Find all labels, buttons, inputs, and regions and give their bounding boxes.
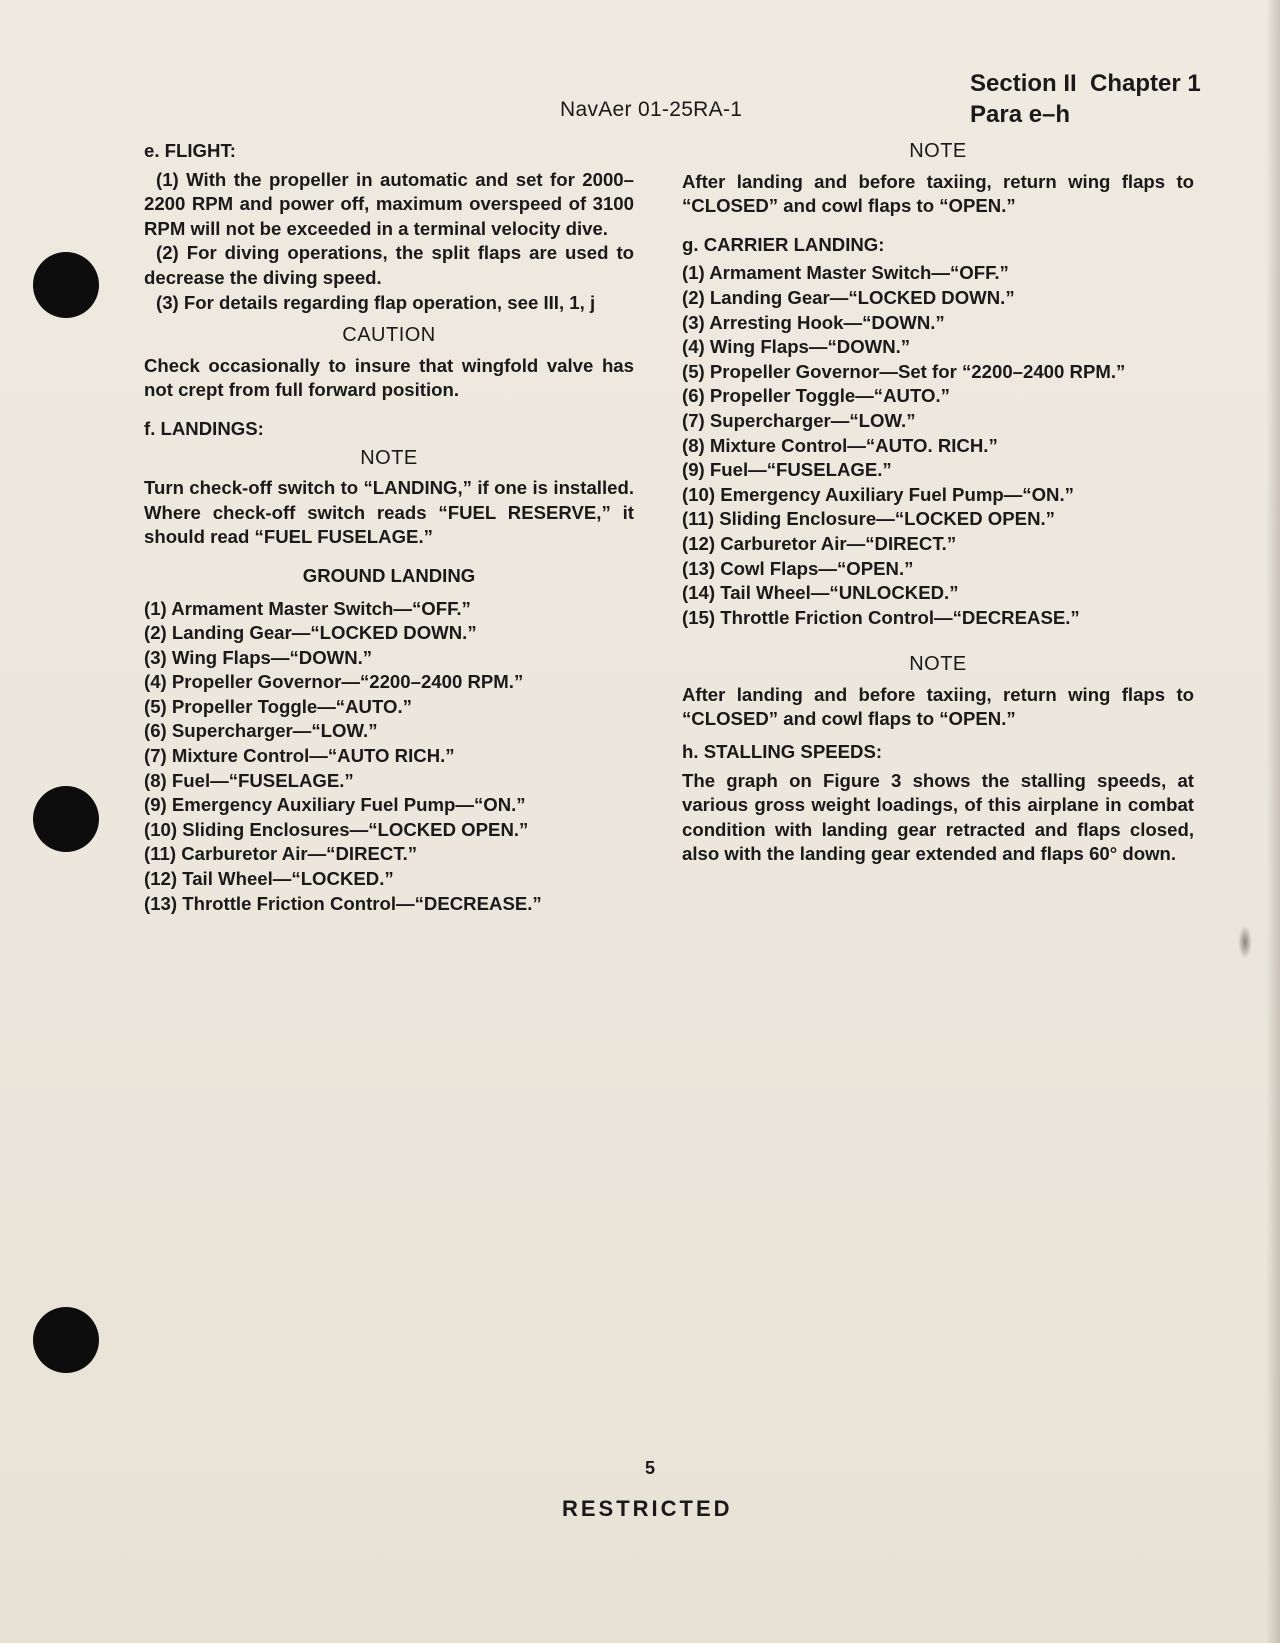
flight-item: (2) For diving operations, the split flaps are used to decrease the diving speed. bbox=[144, 242, 634, 288]
chapter-label: Chapter 1 bbox=[1090, 70, 1201, 97]
list-item: (3) Wing Flaps—“DOWN.” bbox=[144, 646, 373, 668]
list-item: (15) Throttle Friction Control—“DECREASE.” bbox=[682, 606, 1080, 628]
list-item: (14) Tail Wheel—“UNLOCKED.” bbox=[682, 582, 959, 604]
left-column bbox=[144, 139, 634, 916]
section-label: Section II bbox=[970, 70, 1077, 97]
list-item: (11) Carburetor Air—“DIRECT.” bbox=[144, 843, 418, 865]
list-item: (2) Landing Gear—“LOCKED DOWN.” bbox=[144, 622, 477, 644]
list-item: (5) Propeller Governor—Set for “2200–2400 RPM.” bbox=[682, 360, 1126, 382]
landings-heading: f. LANDINGS: bbox=[144, 417, 264, 439]
note-label: NOTE bbox=[360, 446, 418, 469]
document-number: NavAer 01-25RA-1 bbox=[560, 98, 743, 121]
list-item: (10) Sliding Enclosures—“LOCKED OPEN.” bbox=[144, 818, 529, 840]
section-chapter-line bbox=[970, 68, 1201, 99]
list-item: (1) Armament Master Switch—“OFF.” bbox=[144, 597, 471, 619]
note-text: After landing and before taxiing, return wing flaps to “CLOSED” and cowl flaps to “OPEN.” bbox=[682, 170, 1194, 217]
ground-landing-heading: GROUND LANDING bbox=[302, 564, 476, 586]
list-item: (12) Carburetor Air—“DIRECT.” bbox=[682, 532, 957, 554]
list-item: (3) Arresting Hook—“DOWN.” bbox=[682, 311, 945, 333]
binder-hole bbox=[33, 786, 99, 852]
carrier-landing-heading: g. CARRIER LANDING: bbox=[682, 233, 885, 255]
para-label: Para e–h bbox=[970, 101, 1071, 128]
binder-hole bbox=[33, 1307, 99, 1373]
list-item: (1) Armament Master Switch—“OFF.” bbox=[682, 262, 1009, 284]
list-item: (13) Cowl Flaps—“OPEN.” bbox=[682, 557, 914, 579]
list-item: (4) Wing Flaps—“DOWN.” bbox=[682, 336, 911, 358]
page-number: 5 bbox=[645, 1458, 656, 1478]
list-item: (9) Emergency Auxiliary Fuel Pump—“ON.” bbox=[144, 794, 526, 816]
note-text: Turn check-off switch to “LANDING,” if one is installed. Where check-off switch reads “FUEL RESERVE,” it should read “FUEL FUSELAGE.” bbox=[144, 477, 634, 548]
caution-label: CAUTION bbox=[342, 324, 436, 347]
stalling-speeds-heading: h. STALLING SPEEDS: bbox=[682, 741, 883, 763]
flight-item: (3) For details regarding flap operation, see III, 1, j bbox=[156, 291, 596, 313]
note-label: NOTE bbox=[909, 653, 967, 676]
paper-stain bbox=[1238, 925, 1252, 959]
stalling-speeds-text: The graph on Figure 3 shows the stalling speeds, at various gross weight loadings, of this airplane in combat condition with landing gear retracted and flaps closed, also with the landing gear extended and flaps 60° down. bbox=[682, 769, 1194, 865]
list-item: (10) Emergency Auxiliary Fuel Pump—“ON.” bbox=[682, 483, 1074, 505]
list-item: (11) Sliding Enclosure—“LOCKED OPEN.” bbox=[682, 508, 1055, 530]
caution-text: Check occasionally to insure that wingfold valve has not crept from full forward position. bbox=[144, 354, 634, 401]
list-item: (5) Propeller Toggle—“AUTO.” bbox=[144, 695, 412, 717]
list-item: (12) Tail Wheel—“LOCKED.” bbox=[144, 868, 394, 890]
list-item: (7) Mixture Control—“AUTO RICH.” bbox=[144, 745, 455, 767]
classification-marking: RESTRICTED bbox=[562, 1496, 733, 1521]
list-item: (8) Fuel—“FUSELAGE.” bbox=[144, 769, 354, 791]
list-item: (8) Mixture Control—“AUTO. RICH.” bbox=[682, 434, 998, 456]
list-item: (6) Propeller Toggle—“AUTO.” bbox=[682, 385, 950, 407]
list-item: (2) Landing Gear—“LOCKED DOWN.” bbox=[682, 286, 1015, 308]
page-edge-shadow bbox=[1266, 0, 1280, 1643]
note-label: NOTE bbox=[909, 140, 967, 162]
list-item: (7) Supercharger—“LOW.” bbox=[682, 409, 916, 431]
section-header bbox=[970, 68, 1201, 130]
binder-hole bbox=[33, 252, 99, 318]
list-item: (4) Propeller Governor—“2200–2400 RPM.” bbox=[144, 671, 524, 693]
list-item: (9) Fuel—“FUSELAGE.” bbox=[682, 459, 892, 481]
list-item: (13) Throttle Friction Control—“DECREASE.” bbox=[144, 892, 542, 914]
right-column bbox=[682, 139, 1194, 867]
flight-item: (1) With the propeller in automatic and set for 2000–2200 RPM and power off, maximum overspeed of 3100 RPM will not be exceeded in a terminal velocity dive. bbox=[144, 168, 634, 239]
note-text: After landing and before taxiing, return wing flaps to “CLOSED” and cowl flaps to “OPEN.” bbox=[682, 683, 1194, 730]
flight-heading: e. FLIGHT: bbox=[144, 140, 236, 161]
list-item: (6) Supercharger—“LOW.” bbox=[144, 720, 378, 742]
